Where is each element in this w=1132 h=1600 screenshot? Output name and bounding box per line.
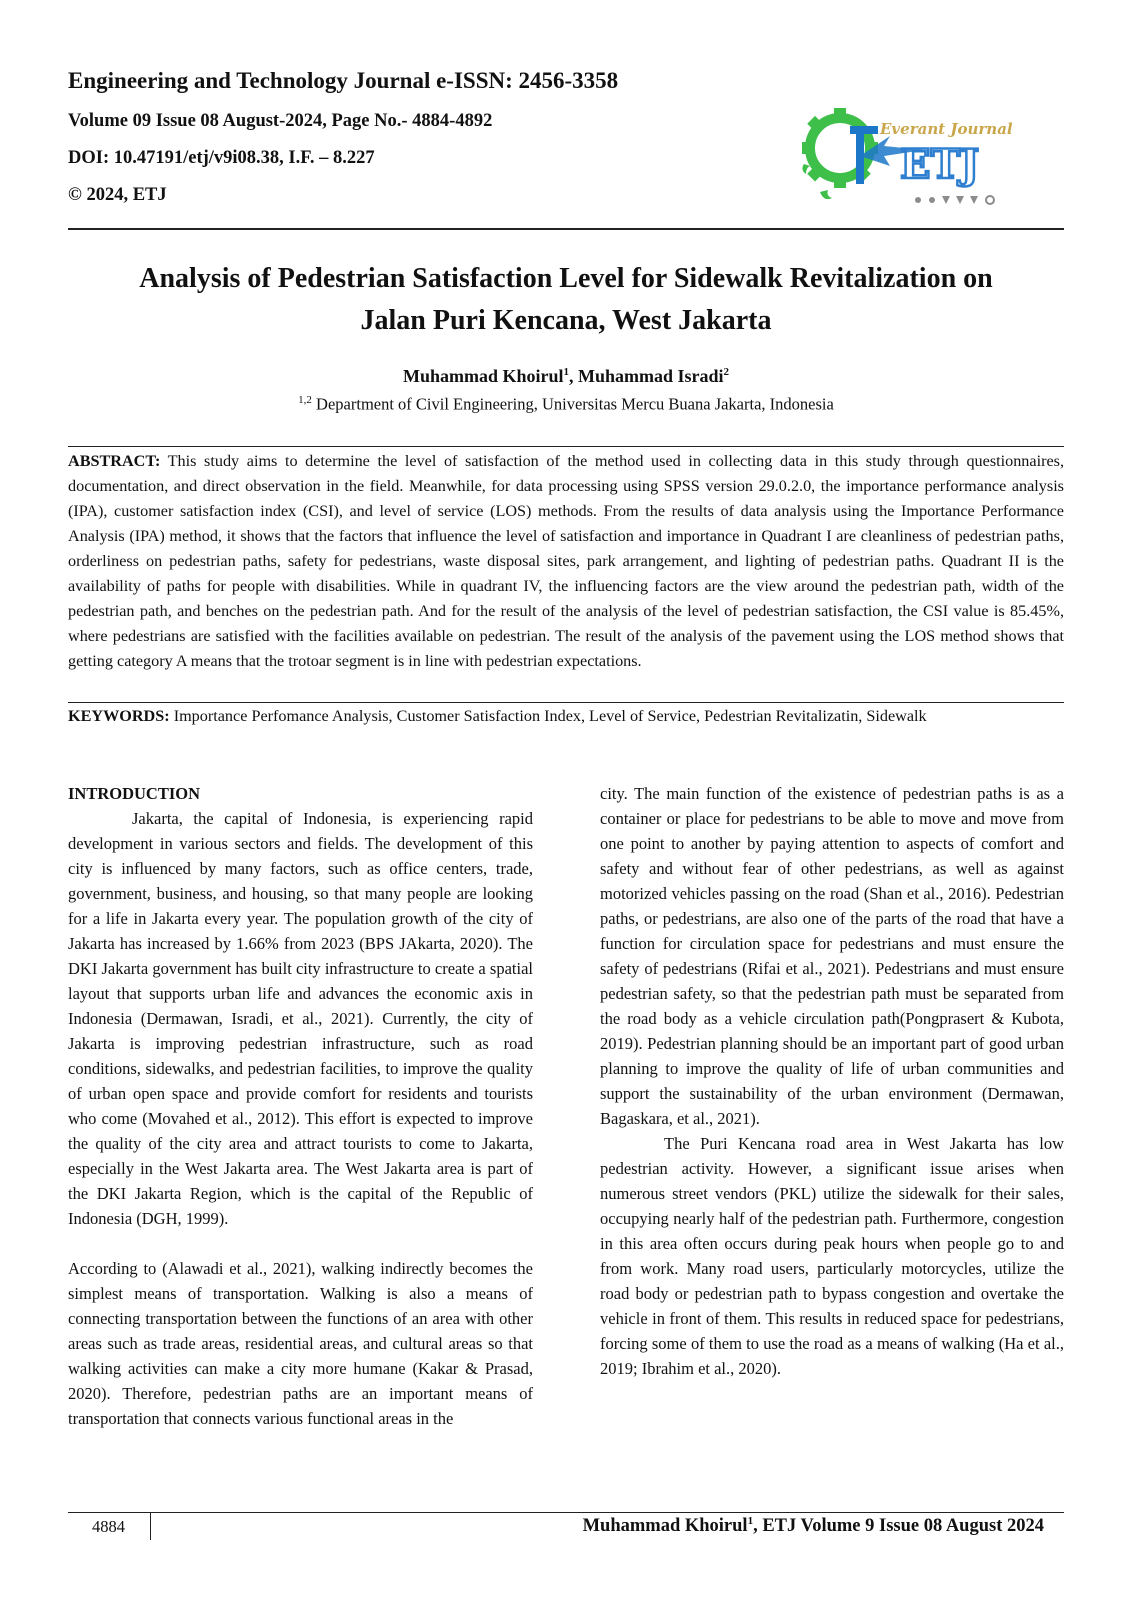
footer-author-sup: 1 <box>747 1515 754 1527</box>
keywords-rule <box>68 702 1064 703</box>
abstract-label: ABSTRACT: <box>68 452 161 470</box>
footer-separator <box>150 1512 151 1540</box>
authors <box>68 366 1064 387</box>
footer-author: Muhammad Khoirul <box>582 1516 748 1537</box>
page-number: 4884 <box>92 1517 125 1536</box>
abstract-top-rule <box>68 446 1064 447</box>
keywords <box>68 704 1064 728</box>
author-separator: , <box>569 366 578 386</box>
footer-rule <box>68 1512 1064 1513</box>
footer-citation-text: , ETJ Volume 9 Issue 08 August 2024 <box>753 1516 1044 1537</box>
keywords-label: KEYWORDS: <box>68 707 170 725</box>
left-paragraph-2: According to (Alawadi et al., 2021), walking indirectly becomes the simplest means of transportation. Walking is also a means of connecting transportation between the functions of an area with other areas such as trade areas, residential areas, and cultural areas so that walking activities can make a city more humane (Kakar & Prasad, 2020). Therefore, pedestrian paths are an important means of transportation that connects various functional areas in the <box>68 1259 533 1428</box>
etj-logo <box>800 104 1015 212</box>
author-2-sup: 2 <box>723 366 730 378</box>
copyright-line: © 2024, ETJ <box>68 185 167 205</box>
right-paragraph-2: The Puri Kencana road area in West Jakarta has low pedestrian activity. However, a significant issue arises when numerous street vendors (PKL) utilize the sidewalk for their sales, occupying nearly half of the pedestrian path. Furthermore, congestion in this area often occurs during peak hours when people go to and from work. Many road users, particularly motorcycles, utilize the road body or pedestrian path to bypass congestion and overtake the vehicle in front of them. This results in reduced space for pedestrians, forcing some of them to use the road as a means of walking (Ha et al., 2019; Ibrahim et al., 2020). <box>600 1134 1064 1378</box>
logo-journal-text: Everant Journal <box>880 120 1013 138</box>
footer-citation <box>583 1515 1044 1537</box>
doi-line: DOI: 10.47191/etj/v9i08.38, I.F. – 8.227 <box>68 148 375 168</box>
abstract-text: This study aims to determine the level of satisfaction of the method used in collecting data in this study through questionnaires, documentation, and direct observation in the field. Meanwhile, for data processing using SPSS version 29.0.2.0, the importance performance analysis (IPA), customer satisfaction index (CSI), and level of service (LOS) methods. From the results of data analysis using the Importance Performance Analysis (IPA) method, it shows that the factors that influence the level of satisfaction and importance in Quadrant I are cleanliness of pedestrian paths, orderliness on pedestrian paths, safety for pedestrians, waste disposal sites, park arrangement, and lighting of pedestrian paths. Quadrant II is the availability of paths for people with disabilities. While in quadrant IV, the influencing factors are the view around the pedestrian path, width of the pedestrian path, and benches on the pedestrian path. And for the result of the analysis of the level of pedestrian satisfaction, the CSI value is 85.45%, where pedestrians are satisfied with the facilities available on pedestrian. The result of the analysis of the pavement using the LOS method shows that getting category A means that the trotoar segment is in line with pedestrian expectations. <box>68 452 1064 670</box>
journal-header <box>68 66 688 207</box>
author-1-sup: 1 <box>563 366 569 378</box>
author-1: Muhammad Khoirul <box>402 366 564 386</box>
logo-abbrev: ETJ <box>900 141 980 188</box>
affiliation-sup: 1,2 <box>298 394 312 406</box>
right-column <box>600 781 1064 1381</box>
keywords-text: Importance Perfomance Analysis, Customer Satisfaction Index, Level of Service, Pedestrian Revitalizatin, Sidewalk <box>169 707 927 725</box>
author-2: Muhammad Isradi <box>578 366 724 386</box>
introduction-heading: INTRODUCTION <box>68 784 201 803</box>
header-divider <box>68 228 1064 230</box>
title-line-2: Jalan Puri Kencana, West Jakarta <box>360 305 772 336</box>
right-paragraph-1: city. The main function of the existence of pedestrian paths is as a container or place for pedestrians to be able to move and move from one point to another by paying attention to aspects of comfort and safety and without fear of other pedestrians, as well as against motorized vehicles passing on the road (Shan et al., 2016). Pedestrian paths, or pedestrians, are also one of the parts of the road that have a function for circulation space for pedestrians and must ensure the safety of pedestrians (Rifai et al., 2021). Pedestrians and must ensure pedestrian safety, so that the pedestrian path must be separated from the road body as a vehicle circulation path(Pongprasert & Kubota, 2019). Pedestrian planning should be an important part of good urban planning to improve the quality of life of urban communities and support the sustainability of the urban environment (Dermawan, Bagaskara, et al., 2021). <box>600 784 1064 1128</box>
left-column <box>68 781 533 1431</box>
title-line-1: Analysis of Pedestrian Satisfaction Level for Sidewalk Revitalization on <box>139 263 993 294</box>
left-paragraph-1: Jakarta, the capital of Indonesia, is experiencing rapid development in various sectors and fields. The development of this city is influenced by many factors, such as office centers, trade, government, business, and housing, so that many people are looking for a life in Jakarta every year. The population growth of the city of Jakarta has increased by 1.66% from 2023 (BPS JAkarta, 2020). The DKI Jakarta government has built city infrastructure to create a spatial layout that supports urban life and advances the economic axis in Indonesia (Dermawan, Isradi, et al., 2021). Currently, the city of Jakarta is improving pedestrian infrastructure, such as road conditions, sidewalks, and pedestrian facilities, to improve the quality of urban open space and provide comfort for residents and tourists who come (Movahed et al., 2012). This effort is expected to improve the quality of the city area and attract tourists to come to Jakarta, especially in the West Jakarta area. The West Jakarta area is part of the DKI Jakarta Region, which is the capital of the Republic of Indonesia (DGH, 1999). <box>68 809 533 1228</box>
paper-title <box>68 258 1064 342</box>
journal-name: Engineering and Technology Journal e-ISSN: 2456-3358 <box>68 68 619 93</box>
affiliation-text: Department of Civil Engineering, Universitas Mercu Buana Jakarta, Indonesia <box>311 394 834 414</box>
abstract <box>68 449 1064 674</box>
affiliation <box>68 394 1064 415</box>
volume-line: Volume 09 Issue 08 August-2024, Page No.- 4884-4892 <box>68 111 493 131</box>
